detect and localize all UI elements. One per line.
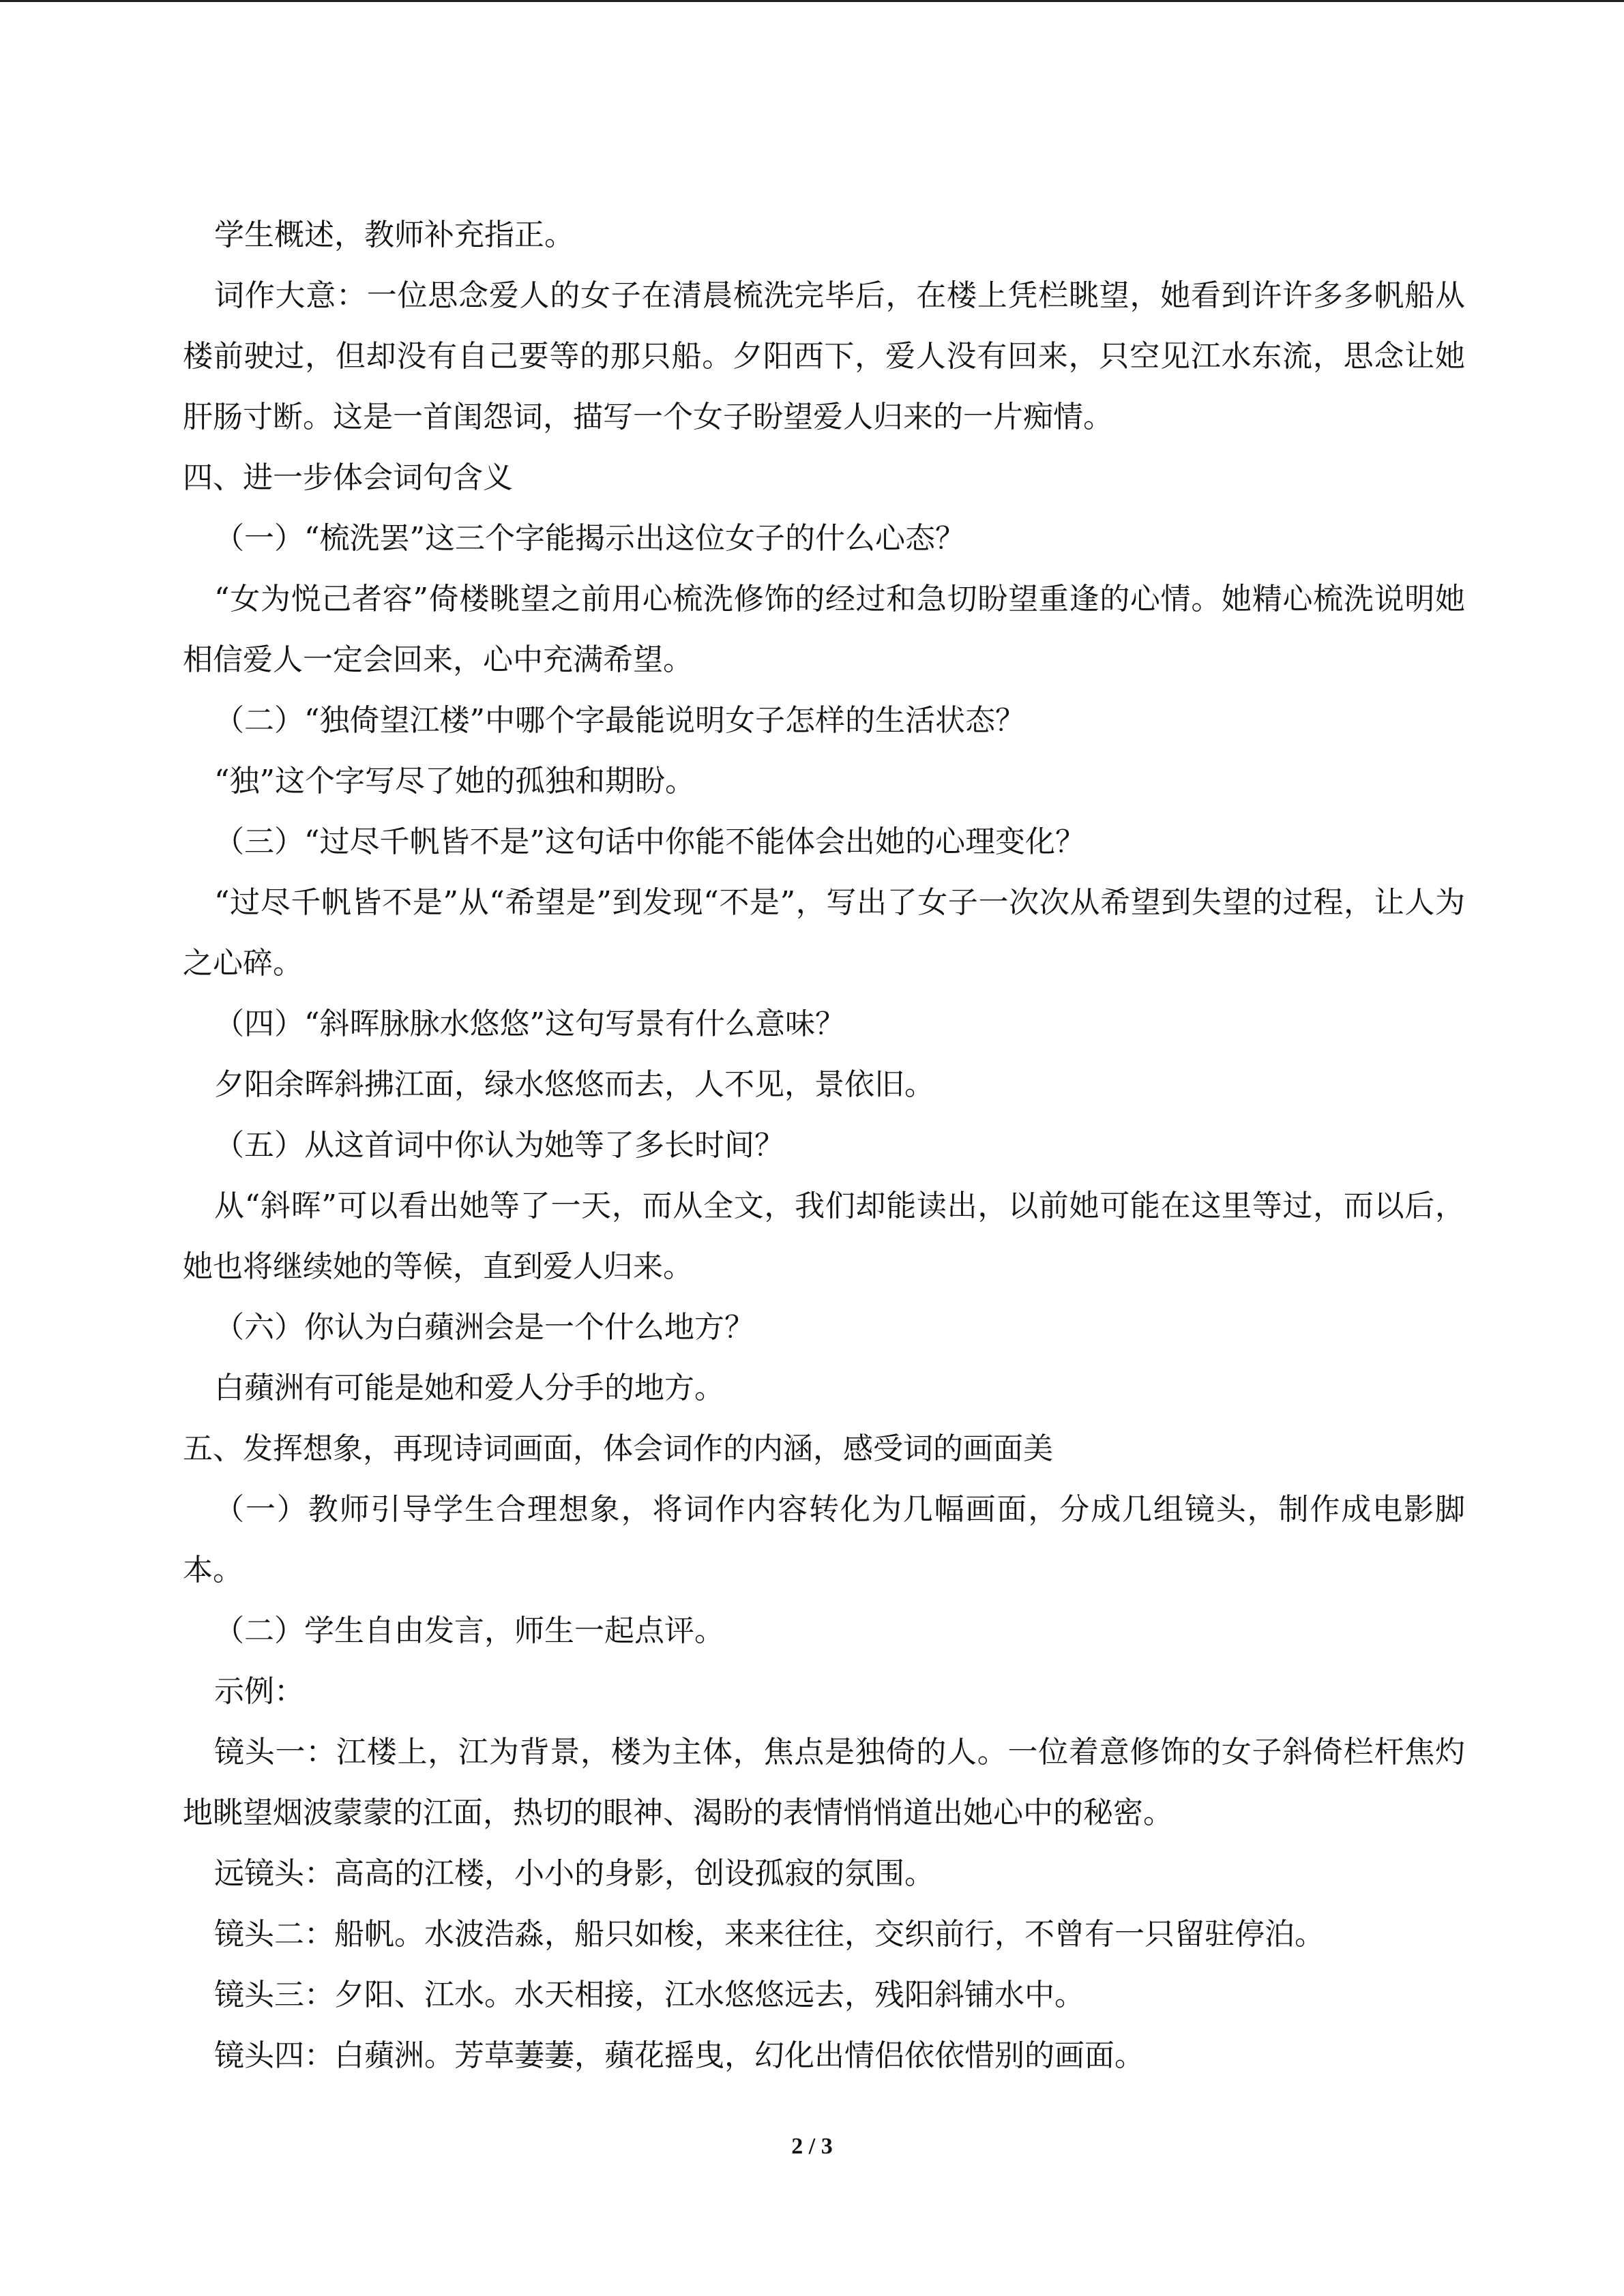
example-label: 示例：: [214, 1674, 304, 1709]
step-2: （二）学生自由发言，师生一起点评。: [214, 1613, 724, 1648]
question-5: （五）从这首词中你认为她等了多长时间？: [214, 1128, 784, 1163]
question-3: （三）“过尽千帆皆不是”这句话中你能不能体会出她的心理变化？: [214, 824, 1085, 859]
paragraph-poem-meaning: 词作大意：一位思念爱人的女子在清晨梳洗完毕后，在楼上凭栏眺望，她看到许许多多帆船从楼前驶过，但却没有自己要等的那只船。夕阳西下，爱人没有回来，只空见江水东流，思念让她肝肠寸断。这是一首闺怨词，描写一个女子盼望爱人归来的一片痴情。: [183, 278, 1465, 434]
step-1: （一）教师引导学生合理想象，将词作内容转化为几幅画面，分成几组镜头，制作成电影脚本。: [183, 1492, 1465, 1587]
page-number: 2 / 3: [791, 2134, 833, 2159]
shot-2: 镜头二：船帆。水波浩淼，船只如梭，来来往往，交织前行，不曾有一只留驻停泊。: [214, 1917, 1325, 1952]
section-heading-5: 五、发挥想象，再现诗词画面，体会词作的内涵，感受词的画面美: [183, 1431, 1053, 1466]
answer-5: 从“斜晖”可以看出她等了一天，而从全文，我们却能读出，以前她可能在这里等过，而以后，她也将继续她的等候，直到爱人归来。: [183, 1189, 1465, 1284]
answer-3: “过尽千帆皆不是”从“希望是”到发现“不是”，写出了女子一次次从希望到失望的过程，让人为之心碎。: [183, 885, 1465, 981]
question-6: （六）你认为白蘋洲会是一个什么地方？: [214, 1310, 754, 1345]
answer-4: 夕阳余晖斜拂江面，绿水悠悠而去，人不见，景依旧。: [214, 1067, 934, 1102]
shot-3: 镜头三：夕阳、江水。水天相接，江水悠悠远去，残阳斜铺水中。: [214, 1978, 1084, 2012]
shot-4: 镜头四：白蘋洲。芳草萋萋，蘋花摇曳，幻化出情侣依依惜别的画面。: [214, 2038, 1145, 2073]
shot-1: 镜头一：江楼上，江为背景，楼为主体，焦点是独倚的人。一位着意修饰的女子斜倚栏杆焦灼地眺望烟波蒙蒙的江面，热切的眼神、渴盼的表情悄悄道出她心中的秘密。: [183, 1735, 1465, 1830]
answer-2: “独”这个字写尽了她的孤独和期盼。: [214, 764, 695, 799]
answer-1: “女为悦己者容”倚楼眺望之前用心梳洗修饰的经过和急切盼望重逢的心情。她精心梳洗说明她相信爱人一定会回来，心中充满希望。: [183, 582, 1465, 677]
paragraph-student-summary: 学生概述，教师补充指正。: [214, 218, 574, 252]
question-4: （四）“斜晖脉脉水悠悠”这句写景有什么意味？: [214, 1007, 845, 1041]
document-body: [183, 205, 1465, 2086]
question-2: （二）“独倚望江楼”中哪个字最能说明女子怎样的生活状态？: [214, 703, 1025, 738]
question-1: （一）“梳洗罢”这三个字能揭示出这位女子的什么心态？: [214, 521, 965, 556]
section-heading-4: 四、进一步体会词句含义: [183, 460, 513, 495]
shot-long: 远镜头：高高的江楼，小小的身影，创设孤寂的氛围。: [214, 1856, 934, 1891]
page-top-border: [0, 0, 1624, 2]
answer-6: 白蘋洲有可能是她和爱人分手的地方。: [214, 1371, 724, 1405]
